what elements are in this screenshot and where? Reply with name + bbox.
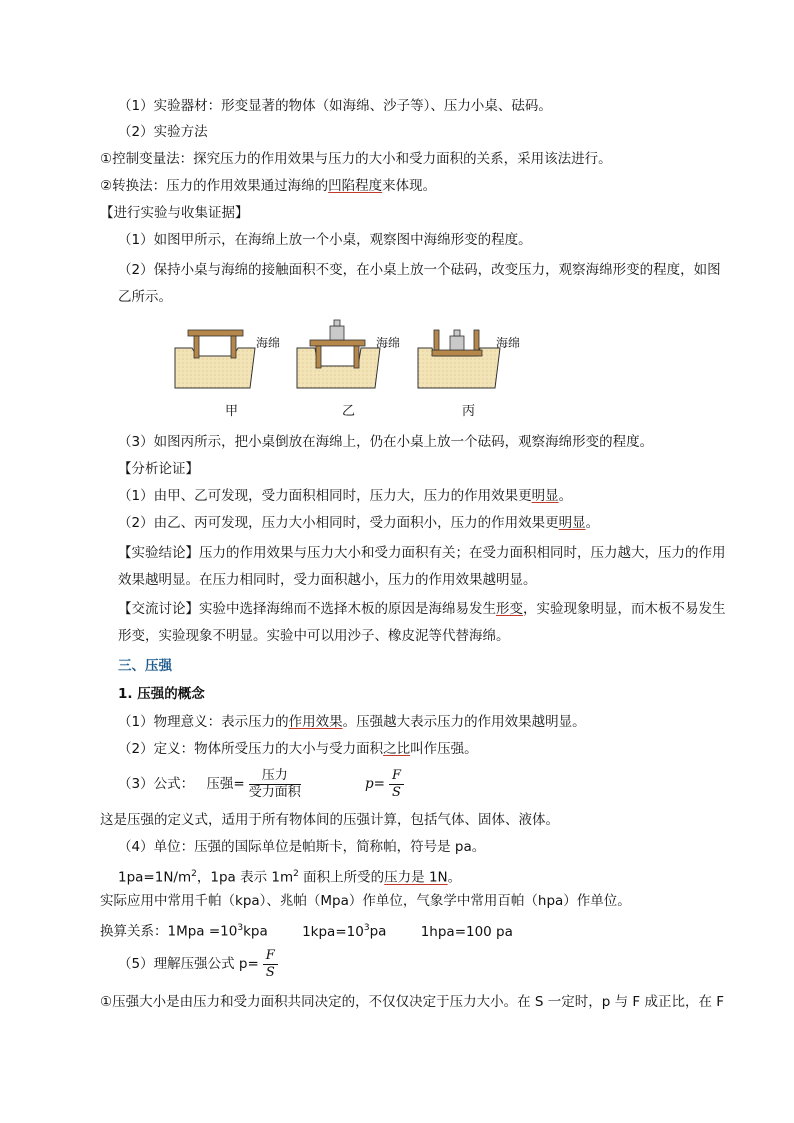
text-paragraph [118,596,733,650]
section-heading: 【分析论证】 [118,461,199,477]
formula-line [118,946,282,982]
numerator: F [389,768,404,785]
text-span: （3）公式： [118,776,195,792]
figure-caption-bing: 丙 [462,404,476,419]
text-line: （4）单位：压强的国际单位是帕斯卡，简称帕，符号是 pa。 [118,839,486,855]
text-line [100,918,513,942]
text-span: 面积上所受的 [298,869,385,886]
text-line: ①压强大小是由压力和受力面积共同决定的，不仅仅决定于压力大小。在 S 一定时，p 与 F 成正比，在 F [100,994,725,1010]
underlined-term: 凹陷程度 [328,178,383,194]
numerator: 压力 [249,768,301,785]
figure-yi [297,320,380,388]
figure-caption-jia: 甲 [225,404,239,419]
underlined-term: 作用效果 [288,714,343,730]
fraction-word [249,768,301,801]
text-span: （1）由甲、乙可发现，受力面积相同时，压力大，压力的作用效果更 [118,488,532,504]
text-span: ，1pa 表示 1m [196,869,294,886]
denominator: 受力面积 [248,784,301,800]
text-span: （5）理解压强公式 p= [118,956,259,972]
numerator: F [263,948,278,965]
text-span: 叫作压强。 [410,741,478,757]
text-line [118,513,599,533]
text-span: kpa [243,923,268,940]
underlined-term: 明显 [558,515,586,531]
experiment-figure [170,318,530,418]
text-span: （2）由乙、丙可发现，压力大小相同时，受力面积小，压力的作用效果更 [118,515,559,531]
text-span: 压强= [206,776,245,792]
superscript: 3 [363,923,370,933]
text-line: ①控制变量法：探究压力的作用效果与压力的大小和受力面积的关系，采用该法进行。 [100,151,612,167]
section-title: 三、压强 [118,658,172,674]
text-line: （1）如图甲所示，在海绵上放一个小桌，观察图中海绵形变的程度。 [118,232,532,248]
underlined-term: 之比 [383,741,411,757]
text-line [118,739,478,759]
figure-jia [175,330,255,388]
text-paragraph: 【实验结论】压力的作用效果与压力大小和受力面积有关；在受力面积相同时，压力越大，压力的作用效果越明显。在压力相同时，受力面积越小，压力的作用效果越明显。 [118,545,726,588]
text-span: （2）定义：物体所受压力的大小与受力面积 [118,741,384,757]
text-line: 这是压强的定义式，适用于所有物体间的压强计算，包括气体、固体、液体。 [100,812,559,828]
underlined-term: 明显 [531,488,559,504]
section-heading: 【进行实验与收集证据】 [100,205,249,221]
subsection-title: 1. 压强的概念 [118,686,205,702]
denominator: S [392,784,401,800]
text-span: 【交流讨论】实验中选择海绵而不选择木板的原因是海绵易发生 [118,601,496,617]
fraction-symbol [263,948,278,981]
figure-bing [418,330,500,388]
text-span: 。 [558,488,573,504]
superscript: 2 [293,869,299,879]
text-span: ②转换法：压力的作用效果通过海绵的 [100,178,329,194]
text-paragraph: （2）保持小桌与海绵的接触面积不变，在小桌上放一个砝码，改变压力，观察海绵形变的程度，如图乙所示。 [118,262,721,305]
superscript: 2 [191,869,197,879]
formula-symbol: p= [365,776,385,792]
text-span: 。 [585,515,600,531]
text-span: 换算关系：1Mpa =10 [100,923,238,940]
text-line: （3）如图丙所示，把小桌倒放在海绵上，仍在小桌上放一个砝码，观察海绵形变的程度。 [118,434,654,450]
text-line [118,486,572,506]
figure-caption-yi: 乙 [342,404,356,419]
figure-drawing [170,318,530,398]
text-line: 实际应用中常用千帕（kpa）、兆帕（Mpa）作单位，气象学中常用百帕（hpa）作单位。 [100,893,631,909]
denominator: S [265,964,275,980]
text-span: 1hpa=100 pa [420,923,513,940]
fraction-symbol [389,768,404,801]
text-line [118,864,461,888]
text-span: 。 [447,869,462,886]
text-line [118,712,586,732]
text-line: （2）实验方法 [118,124,208,140]
underlined-term: 压力是 1N [384,869,448,886]
text-span: pa [369,923,387,940]
text-span: 1kpa=10 [302,923,364,940]
text-span: ，实验现象明显，而木板不易发生形变，实验现象不明显。实验中可以用沙子、橡皮泥等代替海绵。 [118,601,726,644]
text-line: （1）实验器材：形变显著的物体（如海绵、沙子等）、压力小桌、砝码。 [118,98,552,114]
sponge-label: 海绵 [496,336,521,350]
text-span: 来体现。 [382,178,437,194]
sponge-label: 海绵 [256,336,281,350]
text-line [100,176,436,196]
underlined-term: 形变 [496,601,523,617]
text-span: 1pa=1N/m [118,869,192,886]
text-span: 。压强越大表示压力的作用效果越明显。 [342,714,586,730]
sponge-label: 海绵 [376,336,401,350]
text-span: （1）物理意义：表示压力的 [118,714,289,730]
superscript: 3 [237,923,244,933]
formula-line [118,766,408,802]
